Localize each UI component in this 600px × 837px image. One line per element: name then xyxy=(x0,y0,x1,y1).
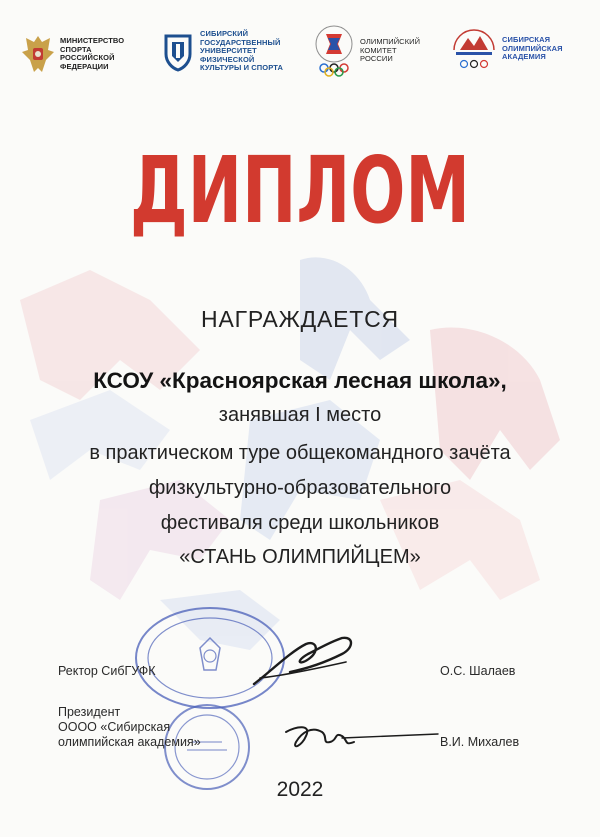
olympic-committee-emblem-icon xyxy=(312,24,356,78)
logo-text-line: ГОСУДАРСТВЕННЫЙ xyxy=(200,37,281,47)
logo-text-line: РОССИЙСКОЙ xyxy=(60,53,115,62)
logo-text-line: СИБИРСКИЙ xyxy=(200,29,249,38)
logo-ministry xyxy=(20,32,124,76)
rector-name: О.С. Шалаев xyxy=(440,664,516,678)
logo-text-line: ОЛИМПИЙСКИЙ xyxy=(360,37,421,47)
recipient-name: КСОУ «Красноярская лесная школа», xyxy=(93,368,507,393)
eagle-emblem-icon xyxy=(20,32,56,76)
logo-text-line: СПОРТА xyxy=(60,44,92,54)
logo-text-line: УНИВЕРСИТЕТ xyxy=(200,46,257,55)
logo-text-line: АКАДЕМИЯ xyxy=(502,52,546,62)
president-label-line: олимпийская академия» xyxy=(58,735,201,749)
president-label-line: ОООО «Сибирская xyxy=(58,720,171,734)
body-line: фестиваля среди школьников xyxy=(160,512,440,534)
rector-label: Ректор СибГУФК xyxy=(58,664,156,678)
academy-emblem-icon xyxy=(450,26,498,72)
diploma-title-text: ДИПЛОМ xyxy=(130,137,470,244)
body-line: занявшая I место xyxy=(218,404,382,426)
logo-text-line: КОМИТЕТ xyxy=(360,45,397,55)
logo-text-line: ФЕДЕРАЦИИ xyxy=(60,61,109,71)
logo-university xyxy=(160,30,283,73)
logo-text-line: РОССИИ xyxy=(360,54,393,64)
logo-text-line: ОЛИМПИЙСКАЯ xyxy=(502,43,563,53)
festival-name: «СТАНЬ ОЛИМПИЙЦЕМ» xyxy=(179,546,421,568)
body-line: в практическом туре общекомандного зачёта xyxy=(89,442,511,464)
president-signature xyxy=(282,718,442,758)
body-line: физкультурно-образовательного xyxy=(148,477,452,499)
logos-row xyxy=(0,22,600,84)
logo-text-line: ФИЗИЧЕСКОЙ xyxy=(200,54,255,64)
university-emblem-icon xyxy=(160,30,196,72)
awarded-heading: НАГРАЖДАЕТСЯ xyxy=(201,306,399,332)
president-name: В.И. Михалев xyxy=(440,735,520,749)
president-label-line: Президент xyxy=(58,705,121,719)
year: 2022 xyxy=(276,778,324,801)
logo-text-line: МИНИСТЕРСТВО xyxy=(60,36,125,45)
logo-olympic-committee xyxy=(312,24,420,78)
logo-academy xyxy=(450,26,563,72)
logo-text-line: КУЛЬТУРЫ И СПОРТА xyxy=(200,63,283,72)
rector-signature xyxy=(250,632,360,692)
diploma-title xyxy=(128,137,472,244)
logo-text-line: СИБИРСКАЯ xyxy=(502,35,551,45)
